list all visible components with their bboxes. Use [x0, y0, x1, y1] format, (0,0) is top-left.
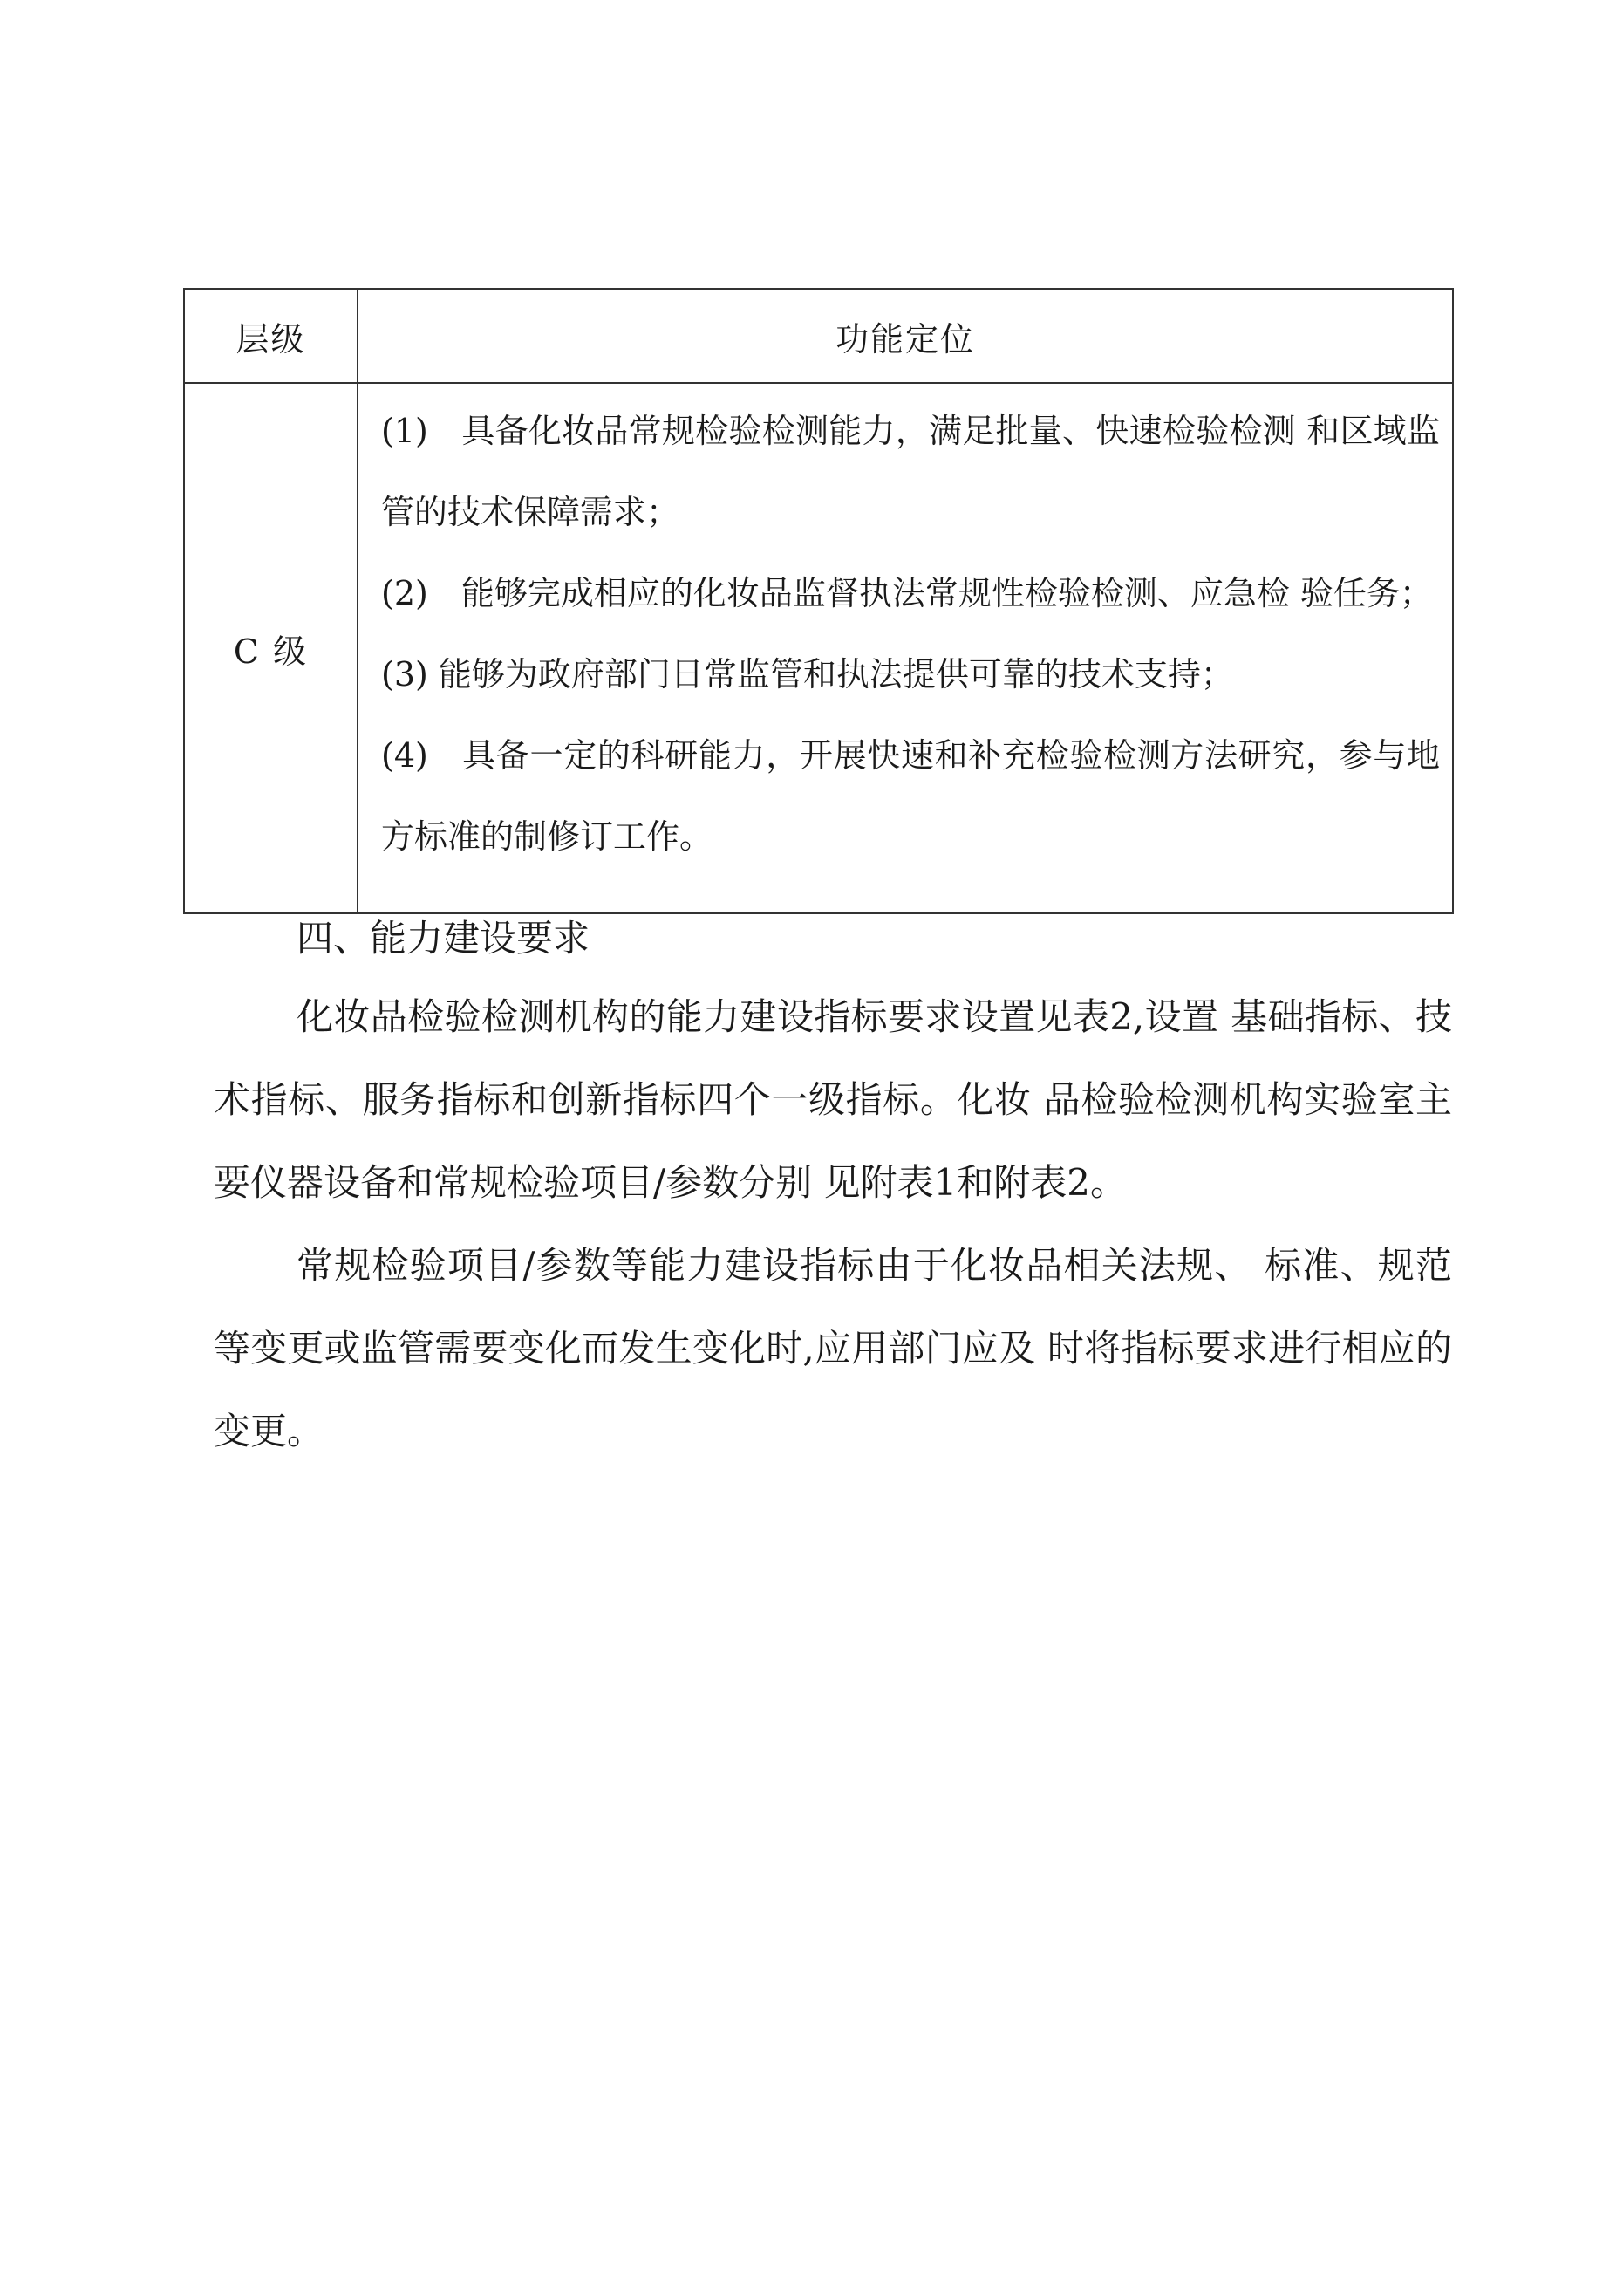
table-cell-function [381, 384, 1440, 912]
table-header-level: 层级 [235, 319, 306, 359]
function-item-1: (1) 具备化妆品常规检验检测能力，满足批量、快速检验检测 和区域监管的技术保障需求； [381, 412, 1440, 531]
table-cell-level: C 级 [233, 632, 309, 671]
function-item-4: (4) 具备一定的科研能力，开展快速和补充检验检测方法研究，参与地方标准的制修订工作。 [381, 736, 1440, 856]
function-item-2: (2) 能够完成相应的化妆品监督执法常规性检验检测、应急检 验任务； [381, 574, 1433, 612]
function-item-3: (3) 能够为政府部门日常监管和执法提供可靠的技术支持； [381, 655, 1234, 694]
table-header-function: 功能定位 [835, 319, 975, 359]
section-heading: 四、能力建设要求 [297, 917, 590, 960]
body-paragraph-2: 常规检验项目/参数等能力建设指标由于化妆品相关法规、 标准、规范等变更或监管需要变化而发生变化时,应用部门应及 时将指标要求进行相应的变更。 [214, 1244, 1452, 1452]
function-positioning-table [183, 288, 1454, 914]
body-paragraph-1: 化妆品检验检测机构的能力建设指标要求设置见表2,设置 基础指标、技术指标、服务指标和创新指标四个一级指标。化妆 品检验检测机构实验室主要仪器设备和常规检验项目/参数分别 见附表1和附表2。 [214, 995, 1452, 1204]
